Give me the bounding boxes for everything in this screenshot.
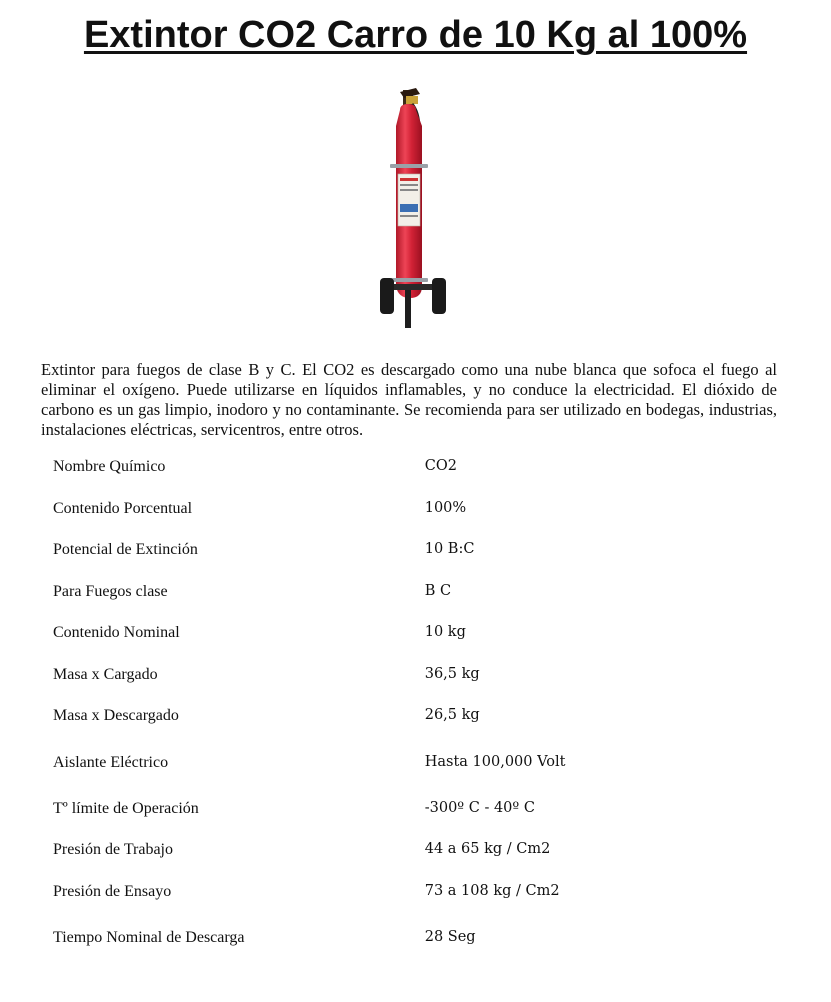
page-title: Extintor CO2 Carro de 10 Kg al 100%: [83, 14, 748, 56]
spec-value: 28 Seg: [424, 929, 476, 945]
table-row: [53, 695, 653, 737]
spec-value: 26,5 kg: [424, 707, 480, 724]
spec-label: Para Fuegos clase: [53, 582, 168, 600]
table-row: [53, 612, 653, 654]
spec-value: 36,5 kg: [424, 665, 480, 682]
spec-label: Masa x Cargado: [53, 665, 158, 683]
spec-value: 73 a 108 kg / Cm2: [424, 882, 560, 899]
fire-extinguisher-cart-icon: [360, 86, 470, 332]
table-row: [53, 654, 653, 696]
spec-value: CO2: [424, 458, 457, 475]
spec-value: Hasta 100,000 Volt: [424, 753, 566, 770]
table-row: [53, 446, 653, 488]
table-row: [53, 912, 653, 963]
spec-label: Potencial de Extinción: [53, 541, 198, 559]
spec-value: 10 kg: [424, 624, 466, 641]
table-row: [53, 488, 653, 530]
table-row: [53, 737, 653, 788]
spec-label: Nombre Químico: [53, 458, 166, 476]
spec-value: 10 B:C: [424, 541, 475, 558]
spec-label: Tiempo Nominal de Descarga: [53, 929, 245, 946]
spec-label: Contenido Nominal: [53, 624, 180, 642]
spec-value: 100%: [424, 499, 467, 516]
spec-label: Presión de Ensayo: [53, 882, 172, 900]
table-row: [53, 571, 653, 613]
table-row: [53, 788, 653, 830]
specs-table: [53, 446, 653, 963]
table-row: [53, 871, 653, 913]
spec-label: Tº límite de Operación: [53, 799, 199, 817]
spec-label: Contenido Porcentual: [53, 499, 193, 517]
spec-label: Presión de Trabajo: [53, 841, 173, 859]
table-row: [53, 529, 653, 571]
spec-label: Masa x Descargado: [53, 707, 179, 725]
spec-value: B C: [424, 582, 452, 599]
spec-value: 44 a 65 kg / Cm2: [424, 841, 551, 858]
product-description: Extintor para fuegos de clase B y C. El CO2 es descargado como una nube blanca que sofoca el fuego al eliminar el oxígeno. Puede utilizarse en líquidos inflamables, y no conduce la electricidad. El dióxido de carbono es un gas limpio, inodoro y no contaminante. Se recomienda para ser utilizado en bodegas, industrias, instalaciones eléctricas, servicentros, entre otros.: [41, 360, 777, 439]
table-row: [53, 829, 653, 871]
spec-label: Aislante Eléctrico: [53, 753, 169, 771]
spec-value: -300º C - 40º C: [424, 799, 535, 816]
